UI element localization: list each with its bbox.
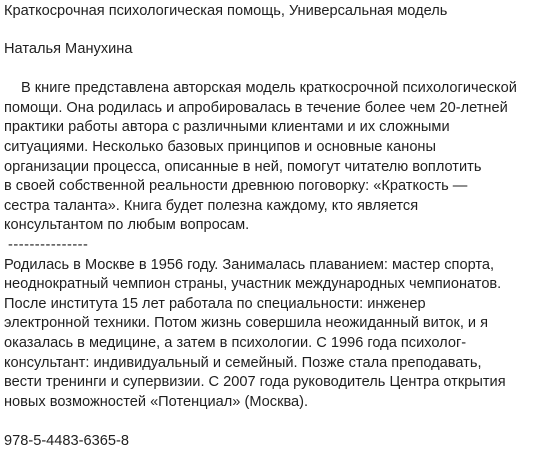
book-title-text: Краткосрочная психологическая помощь, Универсальная модель: [4, 3, 448, 19]
description-line: практики работы автора с различными клиентами и их сложными: [4, 119, 450, 136]
bio-line: новых возможностей «Потенциал» (Москва).: [4, 393, 309, 410]
bio-line: После института 15 лет работала по специальности: инженер: [4, 295, 426, 312]
description-line: в своей собственной реальности древнюю поговорку: «Краткость —: [4, 178, 468, 195]
bio-line: электронной техники. Потом жизнь совершила неожиданный виток, и я: [4, 315, 489, 332]
author-bio: [4, 256, 542, 413]
bio-line: Родилась в Москве в 1956 году. Занималась плаванием: мастер спорта,: [4, 256, 495, 273]
section-separator: [4, 236, 542, 256]
book-author: [4, 40, 542, 60]
bio-line: консультант: индивидуальный и семейный. Позже стала преподавать,: [4, 354, 482, 371]
description-line: организации процесса, описанные в ней, помогут читателю воплотить: [4, 158, 482, 175]
book-title: [4, 2, 542, 22]
book-description: [4, 79, 542, 236]
isbn-text: 978-5-4483-6365-8: [4, 433, 129, 450]
description-line: консультантом по любым вопросам.: [4, 217, 250, 234]
isbn: [4, 432, 542, 452]
description-line: сестра таланта». Книга будет полезна каждому, кто является: [4, 197, 419, 214]
bio-line: оказалась в медицине, а затем в психологии. С 1996 года психолог-: [4, 334, 467, 351]
bio-line: неоднократный чемпион страны, участник международных чемпионатов.: [4, 276, 502, 293]
bio-line: вести тренинги и супервизии. С 2007 года руководитель Центра открытия: [4, 374, 506, 391]
separator-text: ---------------: [8, 236, 89, 253]
book-author-text: Наталья Манухина: [4, 40, 133, 57]
description-line: ситуациями. Несколько базовых принципов и основные каноны: [4, 138, 436, 155]
description-line: В книге представлена авторская модель краткосрочной психологической: [21, 80, 517, 97]
description-line: помощи. Она родилась и апробировалась в течение более чем 20-летней: [4, 99, 508, 116]
